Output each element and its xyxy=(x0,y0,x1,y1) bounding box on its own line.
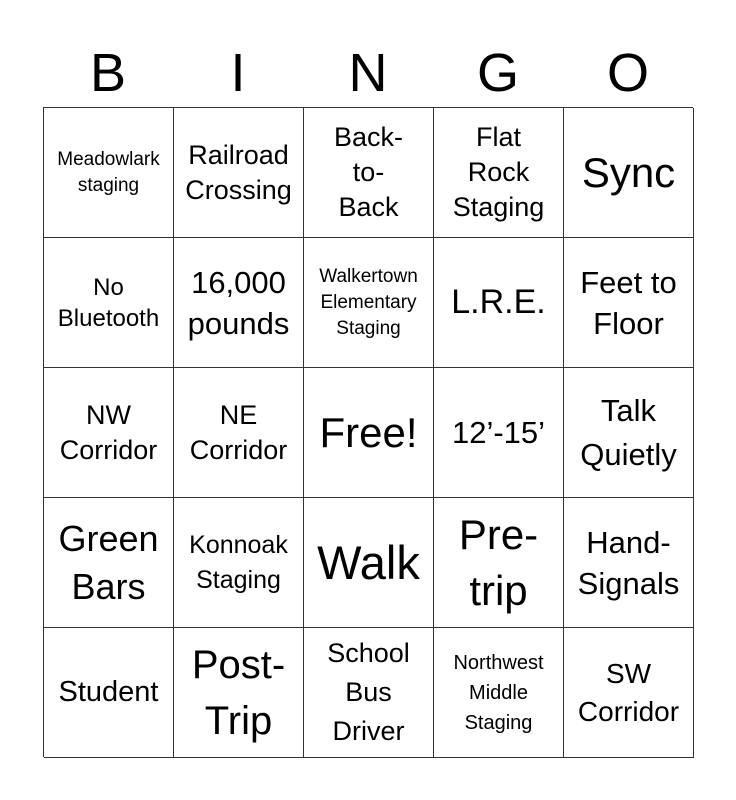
cell-label: Meadowlark staging xyxy=(57,148,160,196)
bingo-cell[interactable] xyxy=(564,238,694,368)
cell-label: L.R.E. xyxy=(451,283,546,321)
cell-label: NE Corridor xyxy=(189,399,288,465)
bingo-cell[interactable] xyxy=(174,368,304,498)
cell-label: Free! xyxy=(319,408,418,456)
header-letter-o: O xyxy=(606,43,649,103)
cell-label: No Bluetooth xyxy=(57,273,160,332)
bingo-cell[interactable] xyxy=(44,628,174,758)
bingo-cell[interactable] xyxy=(564,108,694,238)
cell-label: School Bus Driver xyxy=(327,638,410,746)
cell-label: Back-to-Back xyxy=(333,122,404,222)
cell-label: 16,000 pounds xyxy=(187,264,290,341)
bingo-grid xyxy=(43,107,693,757)
cell-label: Northwest Middle Staging xyxy=(453,651,544,734)
bingo-cell[interactable] xyxy=(434,628,564,758)
bingo-cell[interactable] xyxy=(174,238,304,368)
bingo-cell[interactable] xyxy=(44,368,174,498)
cell-label: Student xyxy=(58,676,159,708)
bingo-cell[interactable] xyxy=(434,238,564,368)
bingo-cell[interactable] xyxy=(564,498,694,628)
cell-label: Railroad Crossing xyxy=(185,139,292,205)
cell-label: NW Corridor xyxy=(59,399,158,465)
bingo-cell[interactable] xyxy=(434,108,564,238)
bingo-cell[interactable] xyxy=(174,628,304,758)
bingo-cell[interactable] xyxy=(304,108,434,238)
bingo-cell[interactable] xyxy=(304,498,434,628)
cell-label: Hand-Signals xyxy=(577,524,680,601)
cell-label: Flat Rock Staging xyxy=(452,122,545,222)
cell-label: Talk Quietly xyxy=(580,392,677,472)
cell-label: 12’-15’ xyxy=(451,415,546,450)
bingo-cell[interactable] xyxy=(44,238,174,368)
cell-label: Konnoak Staging xyxy=(189,530,288,594)
cell-label: Green Bars xyxy=(58,517,159,607)
bingo-cell[interactable] xyxy=(564,368,694,498)
bingo-cell[interactable] xyxy=(434,368,564,498)
bingo-cell[interactable] xyxy=(174,108,304,238)
cell-label: Sync xyxy=(581,148,676,196)
cell-label: Walk xyxy=(317,535,420,589)
bingo-cell[interactable] xyxy=(304,368,434,498)
cell-label: SW Corridor xyxy=(577,657,680,727)
bingo-cell[interactable] xyxy=(44,498,174,628)
cell-label: Walkertown Elementary Staging xyxy=(319,265,418,339)
bingo-cell[interactable] xyxy=(174,498,304,628)
cell-label: Feet to Floor xyxy=(580,264,677,341)
cell-label: Post-Trip xyxy=(191,642,286,743)
header-letter-b: B xyxy=(89,43,127,103)
header-letter-i: I xyxy=(230,43,246,103)
bingo-cell[interactable] xyxy=(304,238,434,368)
bingo-header xyxy=(43,38,693,108)
bingo-cell[interactable] xyxy=(304,628,434,758)
bingo-cell[interactable] xyxy=(564,628,694,758)
bingo-cell[interactable] xyxy=(434,498,564,628)
header-letter-n: N xyxy=(348,43,388,103)
bingo-cell[interactable] xyxy=(44,108,174,238)
cell-label: Pre-trip xyxy=(458,510,539,614)
header-letter-g: G xyxy=(476,43,519,103)
